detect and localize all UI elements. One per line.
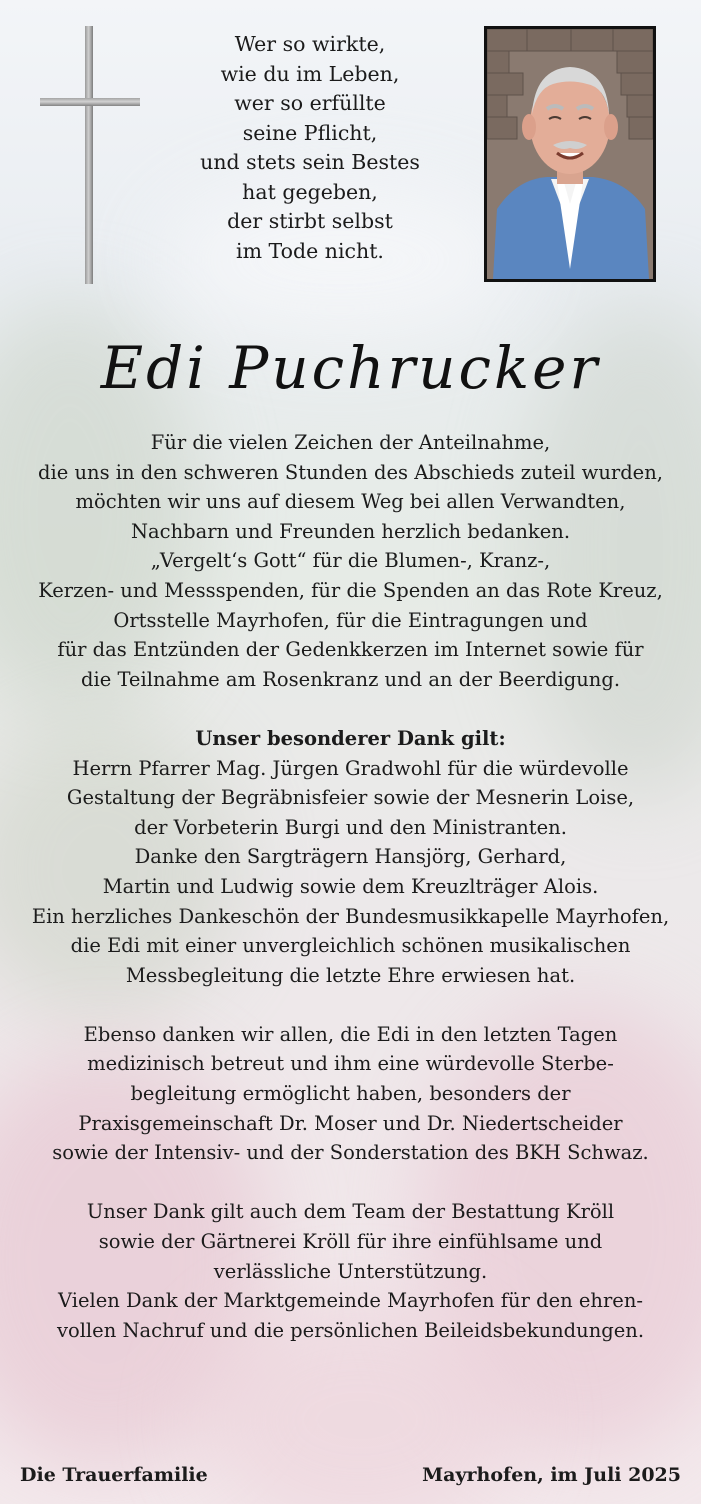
deceased-name: Edi Puchrucker: [100, 334, 601, 402]
thank-you-text: [0, 428, 701, 1345]
text-line: Praxisgemeinschaft Dr. Moser und Dr. Niedertscheider: [78, 1111, 623, 1135]
text-line: Vielen Dank der Marktgemeinde Mayrhofen für den ehren-: [58, 1289, 643, 1313]
poem-line: seine Pflicht,: [242, 120, 378, 145]
text-line: die Edi mit einer unvergleichlich schönen musikalischen: [70, 934, 631, 958]
text-line: die Teilnahme am Rosenkranz und an der Beerdigung.: [80, 667, 621, 691]
poem-line: wie du im Leben,: [220, 61, 400, 86]
text-line: Ebenso danken wir allen, die Edi in den letzten Tagen: [83, 1022, 618, 1046]
text-line: Unser Dank gilt auch dem Team der Bestattung Kröll: [86, 1200, 615, 1224]
paragraph-gap: [0, 1168, 701, 1198]
text-line: verlässliche Unterstützung.: [213, 1259, 488, 1283]
text-line: Herrn Pfarrer Mag. Jürgen Gradwohl für die würdevolle: [72, 756, 629, 780]
signature-footer: [0, 1464, 701, 1496]
cross-icon: [40, 26, 140, 284]
text-line: möchten wir uns auf diesem Weg bei allen Verwandten,: [75, 490, 626, 514]
text-line: für das Entzünden der Gedenkkerzen im Internet sowie für: [57, 638, 644, 662]
text-line: Nachbarn und Freunden herzlich bedanken.: [130, 519, 571, 543]
poem-line: Wer so wirkte,: [234, 32, 386, 56]
text-line: begleitung ermöglicht haben, besonders der: [130, 1082, 571, 1106]
memorial-poem: [150, 30, 470, 266]
paragraph-gap: [0, 694, 701, 724]
poem-line: wer so erfüllte: [234, 91, 386, 115]
text-line: Martin und Ludwig sowie dem Kreuzlträger Alois.: [102, 874, 599, 898]
text-line: Ein herzliches Dankeschön der Bundesmusikkapelle Mayrhofen,: [31, 904, 670, 928]
paragraph-heading: Unser besonderer Dank gilt:: [195, 726, 506, 750]
text-line: die uns in den schweren Stunden des Abschieds zuteil wurden,: [38, 460, 663, 484]
text-line: sowie der Intensiv- und der Sonderstation des BKH Schwaz.: [52, 1141, 649, 1165]
poem-line: und stets sein Bestes: [200, 150, 420, 174]
text-line: der Vorbeterin Burgi und den Ministranten.: [134, 815, 567, 839]
text-line: sowie der Gärtnerei Kröll für ihre einfühlsame und: [98, 1230, 603, 1254]
text-line: Danke den Sargträgern Hansjörg, Gerhard,: [134, 845, 567, 869]
text-line: „Vergelt‘s Gott“ für die Blumen-, Kranz-,: [150, 549, 551, 573]
paragraph-gap: [0, 990, 701, 1020]
family-signature: Die Trauerfamilie: [20, 1464, 208, 1486]
poem-line: im Tode nicht.: [236, 238, 384, 263]
poem-line: der stirbt selbst: [227, 209, 393, 233]
text-line: Für die vielen Zeichen der Anteilnahme,: [150, 431, 551, 454]
text-line: medizinisch betreut und ihm eine würdevolle Sterbe-: [87, 1052, 614, 1076]
poem-line: hat gegeben,: [242, 179, 378, 204]
text-line: vollen Nachruf und die persönlichen Beileidsbekundungen.: [56, 1318, 645, 1342]
text-line: Kerzen- und Messspenden, für die Spenden an das Rote Kreuz,: [38, 578, 663, 602]
place-date: Mayrhofen, im Juli 2025: [422, 1464, 681, 1486]
text-line: Ortsstelle Mayrhofen, für die Eintragungen und: [113, 608, 588, 632]
text-line: Gestaltung der Begräbnisfeier sowie der Mesnerin Loise,: [66, 786, 635, 810]
portrait-photo: [484, 26, 656, 282]
text-line: Messbegleitung die letzte Ehre erwiesen hat.: [125, 963, 576, 987]
